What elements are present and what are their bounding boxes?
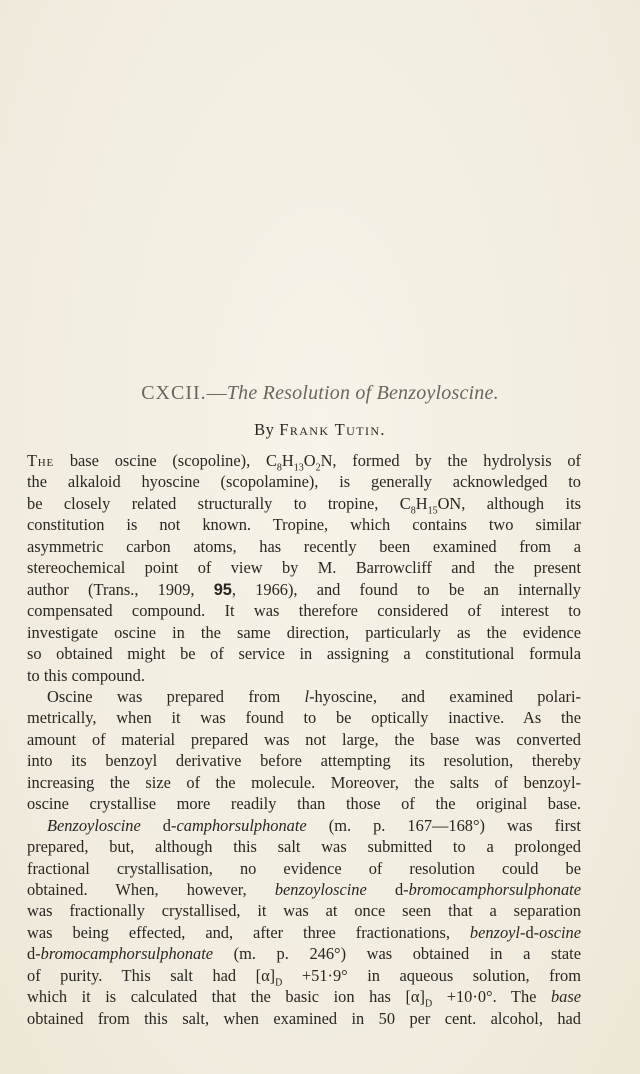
body-line: d-bromocamphorsulphonate (m. p. 246°) was obtained in a state xyxy=(27,944,581,964)
author-name: Frank Tutin. xyxy=(279,420,386,439)
body-line: Oscine was prepared from l-hyoscine, and examined polari- xyxy=(47,686,581,706)
body-line: obtained. When, however, benzoyloscine d-bromocamphorsulphonate xyxy=(27,880,581,899)
body-line: was fractionally crystallised, it was at once seen that a separation xyxy=(27,901,581,921)
article-heading xyxy=(0,382,640,405)
body-line: obtained from this salt, when examined in 50 per cent. alcohol, had xyxy=(27,1008,581,1028)
article-number: CXCII. xyxy=(141,382,207,404)
body-line: so obtained might be of service in assigning a constitutional formula xyxy=(27,644,581,664)
body-line: stereochemical point of view by M. Barrowcliff and the present xyxy=(27,558,581,578)
body-line: the alkaloid hyoscine (scopolamine), is generally acknowledged to xyxy=(27,472,581,492)
heading-dash: — xyxy=(206,382,227,404)
byline xyxy=(0,420,640,440)
body-line: fractional crystallisation, no evidence of resolution could be xyxy=(27,858,581,878)
body-line: be closely related structurally to tropine, $C_8H_{15}ON$, although its xyxy=(27,493,582,517)
body-line: asymmetric carbon atoms, has recently been examined from a xyxy=(27,536,581,556)
body-line: prepared, but, although this salt was submitted to a prolonged xyxy=(27,837,581,857)
body-line: metrically, when it was found to be optically inactive. As the xyxy=(27,708,581,728)
body-line: to this compound. xyxy=(27,665,145,685)
body-line: The base oscine (scopoline), $C_8H_{13}O_2N$, formed by the hydrolysis of xyxy=(27,451,582,474)
body-line: compensated compound. It was therefore considered of interest to xyxy=(27,601,581,621)
body-line: of purity. This salt had $[\alpha]_D +51\cdot 9^\circ$ in aqueous solution, from xyxy=(27,965,581,989)
body-line: author (Trans., 1909, 95, 1966), and found to be an internally xyxy=(27,579,581,599)
body-line: constitution is not known. Tropine, which contains two similar xyxy=(27,515,581,535)
body-line: oscine crystallise more readily than those of the original base. xyxy=(27,794,581,814)
body-line: into its benzoyl derivative before attempting its resolution, thereby xyxy=(27,751,581,771)
body-line: investigate oscine in the same direction, particularly as the evidence xyxy=(27,622,581,642)
byline-by: By xyxy=(254,420,275,439)
body-line: Benzoyloscine d-camphorsulphonate (m. p. 167—168°) was first xyxy=(47,815,581,835)
body-line: increasing the size of the molecule. Moreover, the salts of benzoyl- xyxy=(27,772,581,792)
body-line: which it is calculated that the basic ion has $[\alpha]_D +10\cdot 0^\circ$. The base xyxy=(27,987,581,1010)
body-line: was being effected, and, after three fractionations, benzoyl-d-oscine xyxy=(27,922,581,942)
article-title: The Resolution of Benzoyloscine. xyxy=(226,382,499,404)
body-line: amount of material prepared was not large, the base was converted xyxy=(27,729,581,749)
